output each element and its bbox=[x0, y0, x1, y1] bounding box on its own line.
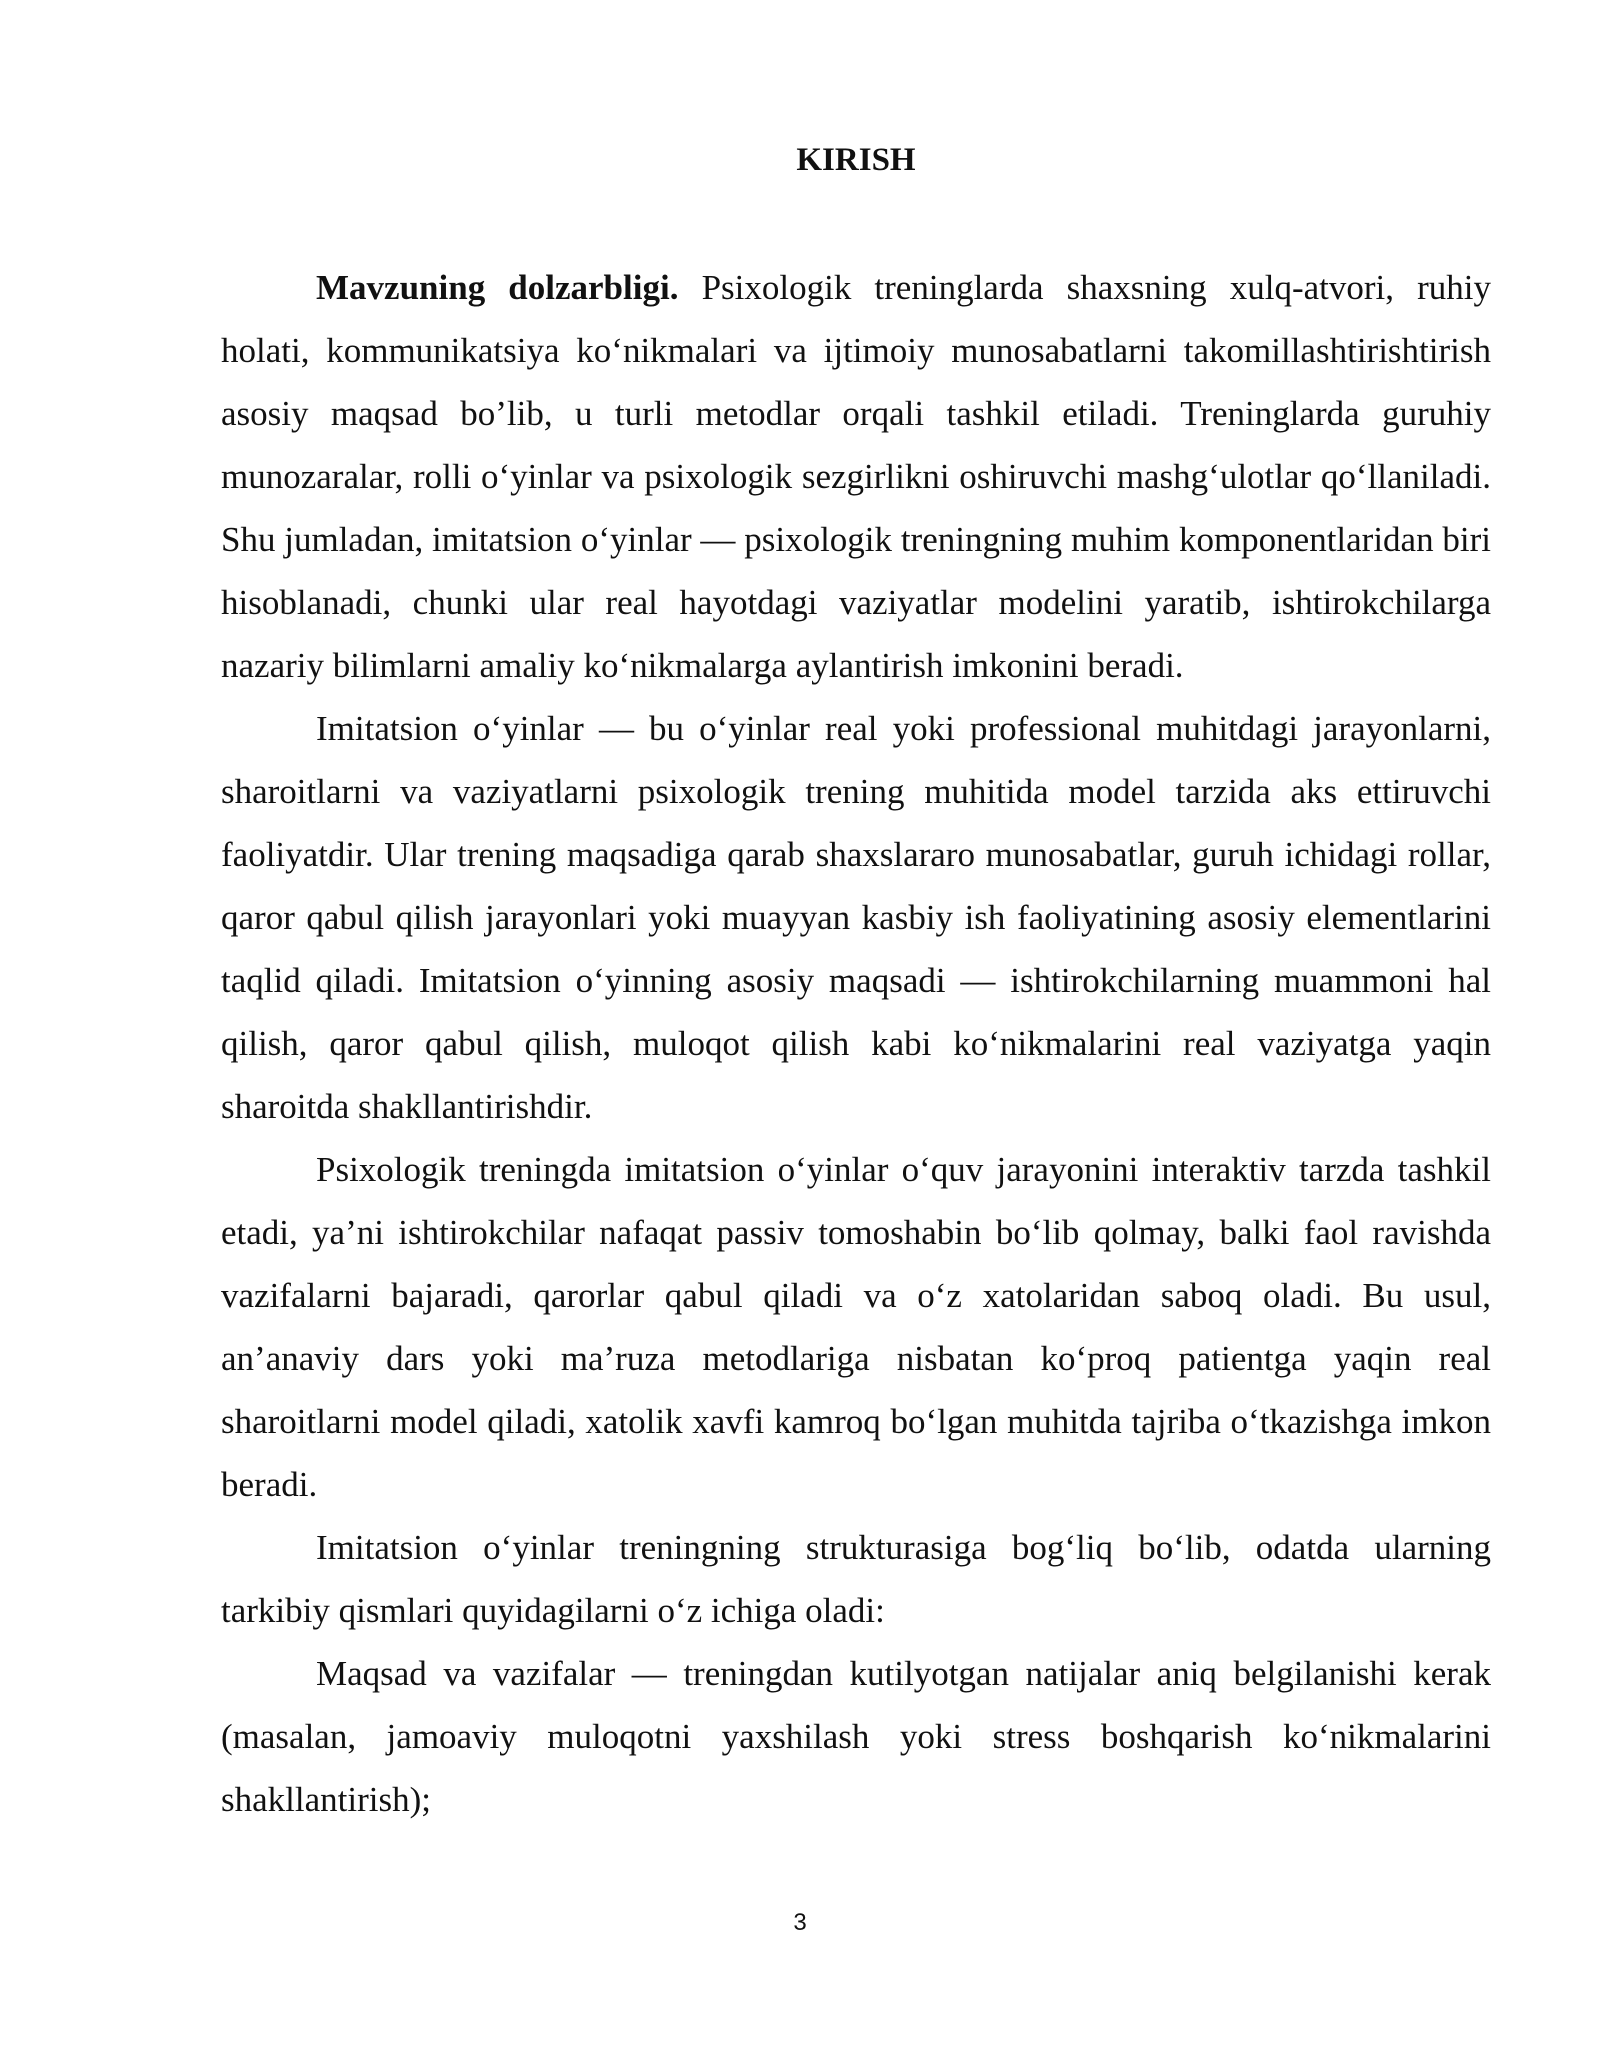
paragraph-text: Psixologik treninglarda shaxsning xulq-atvori, ruhiy holati, kommunikatsiya ko‘nikmalari va ijtimoiy munosabatlarni takomillashtirishtirish asosiy maqsad bo’lib, u turli metodlar orqali tashkil etiladi. Treninglarda guruhiy munozaralar, rolli o‘yinlar va psixologik sezgirlikni oshiruvchi mashg‘ulotlar qo‘llaniladi. Shu jumladan, imitatsion o‘yinlar — psixologik treningning muhim komponentlaridan biri hisoblanadi, chunki ular real hayotdagi vaziyatlar modelini yaratib, ishtirokchilarga nazariy bilimlarni amaliy ko‘nikmalarga aylantirish imkonini beradi. bbox=[221, 268, 1491, 685]
page-number: 3 bbox=[793, 1909, 807, 1936]
paragraph-structure-intro bbox=[221, 1516, 1491, 1642]
paragraph-lead: Mavzuning dolzarbligi. bbox=[316, 268, 679, 307]
paragraph-text: Imitatsion o‘yinlar treningning strukturasiga bog‘liq bo‘lib, odatda ularning tarkibiy qismlari quyidagilarni o‘z ichiga oladi: bbox=[221, 1528, 1491, 1630]
paragraph-interactive-training bbox=[221, 1138, 1491, 1516]
paragraph-text: Imitatsion o‘yinlar — bu o‘yinlar real yoki professional muhitdagi jarayonlarni, sharoitlarni va vaziyatlarni psixologik trening muhitida model tarzida aks ettiruvchi faoliyatdir. Ular trening maqsadiga qarab shaxslararo munosabatlar, guruh ichidagi rollar, qaror qabul qilish jarayonlari yoki muayyan kasbiy ish faoliyatining asosiy elementlarini taqlid qiladi. Imitatsion o‘yinning asosiy maqsadi — ishtirokchilarning muammoni hal qilish, qaror qabul qilish, muloqot qilish kabi ko‘nikmalarini real vaziyatga yaqin sharoitda shakllantirishdir. bbox=[221, 709, 1491, 1126]
document-page bbox=[221, 140, 1491, 1831]
paragraph-relevance bbox=[221, 256, 1491, 697]
paragraph-goals-tasks bbox=[221, 1642, 1491, 1831]
paragraph-text: Maqsad va vazifalar — treningdan kutilyotgan natijalar aniq belgilanishi kerak (masalan, jamoaviy muloqotni yaxshilash yoki stress boshqarish ko‘nikmalarini shakllantirish); bbox=[221, 1654, 1491, 1819]
section-title: KIRISH bbox=[796, 142, 916, 178]
paragraph-imitation-games-definition bbox=[221, 697, 1491, 1138]
paragraph-text: Psixologik treningda imitatsion o‘yinlar o‘quv jarayonini interaktiv tarzda tashkil etadi, ya’ni ishtirokchilar nafaqat passiv tomoshabin bo‘lib qolmay, balki faol ravishda vazifalarni bajaradi, qarorlar qabul qiladi va o‘z xatolaridan saboq oladi. Bu usul, an’anaviy dars yoki ma’ruza metodlariga nisbatan ko‘proq patientga yaqin real sharoitlarni model qiladi, xatolik xavfi kamroq bo‘lgan muhitda tajriba o‘tkazishga imkon beradi. bbox=[221, 1150, 1491, 1504]
